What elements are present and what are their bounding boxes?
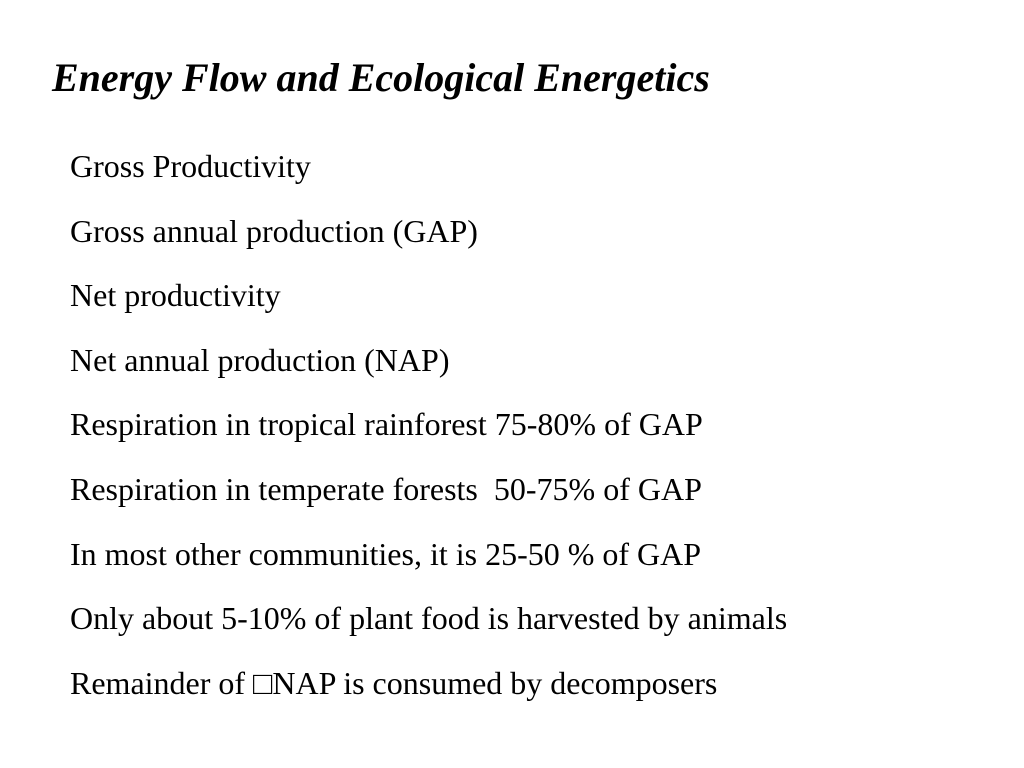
bullet-item: Only about 5-10% of plant food is harvested by animals <box>70 600 788 637</box>
bullet-item: Remainder of □NAP is consumed by decomposers <box>70 664 718 701</box>
bullet-item: Respiration in temperate forests 50-75% of GAP <box>70 470 702 507</box>
bullet-item: In most other communities, it is 25-50 % of GAP <box>70 535 702 572</box>
slide-title: Energy Flow and Ecological Energetics <box>52 55 710 100</box>
bullet-item: Gross annual production (GAP) <box>70 212 478 249</box>
bullet-item: Net productivity <box>70 277 281 314</box>
bullet-item: Respiration in tropical rainforest 75-80% of GAP <box>70 406 703 443</box>
bullet-item: Gross Productivity <box>70 148 311 184</box>
bullet-item: Net annual production (NAP) <box>70 341 450 378</box>
bullet-list <box>70 142 787 723</box>
